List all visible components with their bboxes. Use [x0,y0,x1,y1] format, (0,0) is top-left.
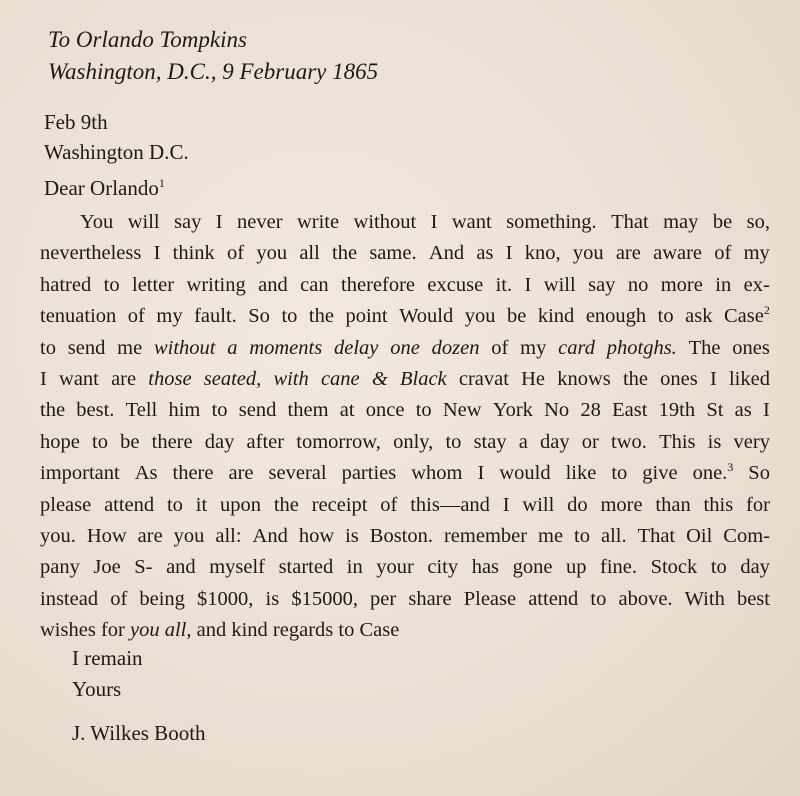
letter-heading [48,24,378,88]
body-line: pany Joe S- and myself started in your city has gone up fine. Stock to day [40,556,770,579]
salutation-text: Dear Orlando [44,176,159,200]
body-line: to send me without a moments delay one dozen of my card photghs. The ones [40,336,770,359]
body-line: wishes for you all, and kind regards to Case [40,619,400,642]
letter-date: Feb 9th [44,110,108,134]
letter-dateline [44,107,189,167]
recipient-heading: To Orlando Tompkins [48,27,247,52]
letter-place: Washington D.C. [44,140,189,164]
footnote-marker-1: 1 [158,176,165,190]
body-line: I want are those seated, with cane & Black cravat He knows the ones I liked [40,368,770,391]
body-line: nevertheless I think of you all the same. And as I kno, you are aware of my [40,242,770,265]
body-line: instead of being $1000, is $15000, per share Please attend to above. With best [40,587,770,610]
body-line: important As there are several parties whom I would like to give one.$^3$ So [40,460,770,485]
body-line: hatred to letter writing and can therefore excuse it. I will say no more in ex- [40,273,770,296]
letter-body [40,207,770,647]
closing-line-yours: Yours [72,677,122,701]
body-line: tenuation of my fault. So to the point Would you be kind enough to ask Case$^2$ [40,303,770,328]
place-date-heading: Washington, D.C., 9 February 1865 [48,59,379,84]
letter-closing [72,643,143,705]
body-line: hope to be there day after tomorrow, only, to stay a day or two. This is very [40,430,770,453]
footnote-marker-2: 2 [763,303,770,318]
body-line: the best. Tell him to send them at once to New York No 28 East 19th St as I [40,399,770,422]
salutation [44,173,165,203]
body-line: you. How are you all: And how is Boston. remember me to all. That Oil Com- [40,525,770,548]
body-line: You will say I never write without I want something. That may be so, [80,211,770,233]
signature: J. Wilkes Booth [72,721,206,745]
body-line: please attend to it upon the receipt of this—and I will do more than this for [40,493,770,516]
closing-line-remain: I remain [72,646,143,670]
footnote-marker-3: 3 [727,460,734,475]
